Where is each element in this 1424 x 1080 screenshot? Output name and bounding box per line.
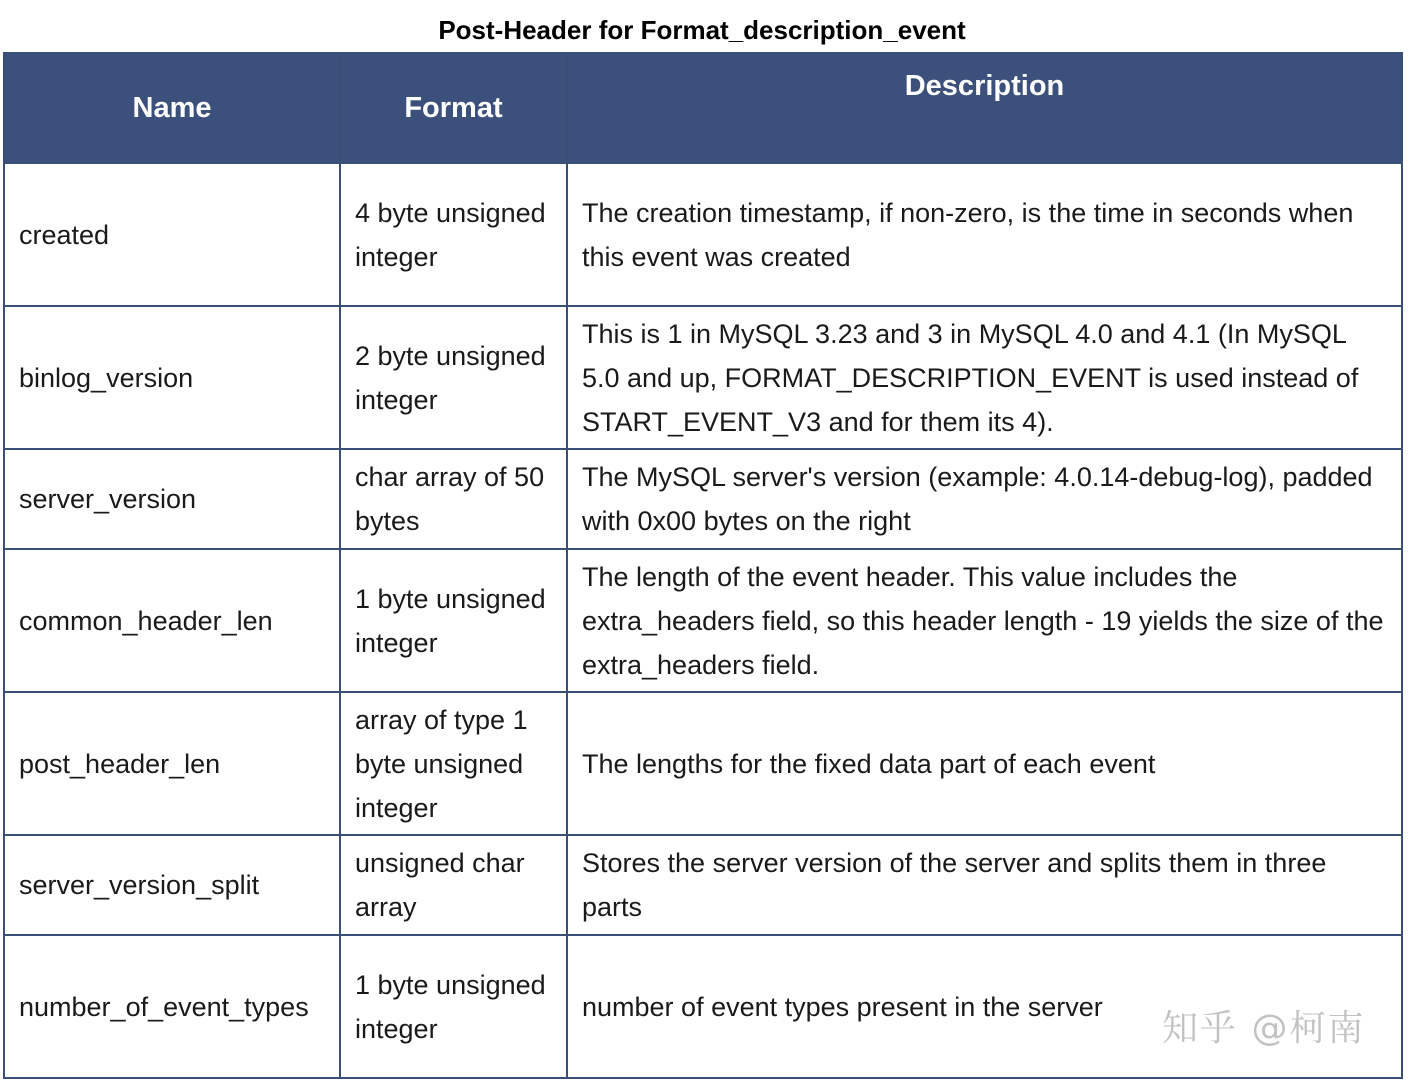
- table-row: [4, 449, 1402, 549]
- header-name: Name: [4, 53, 340, 163]
- cell-name: binlog_version: [4, 306, 340, 449]
- cell-name: server_version: [4, 449, 340, 549]
- table-row: [4, 692, 1402, 835]
- cell-name: number_of_event_types: [4, 935, 340, 1078]
- table-row: [4, 835, 1402, 935]
- cell-format: 1 byte unsigned integer: [340, 935, 567, 1078]
- header-format: Format: [340, 53, 567, 163]
- cell-format: char array of 50 bytes: [340, 449, 567, 549]
- cell-description: Stores the server version of the server and splits them in three parts: [567, 835, 1402, 935]
- table-row: [4, 306, 1402, 449]
- watermark: 知乎 @柯南: [1162, 1008, 1366, 1049]
- post-header-table: [3, 52, 1403, 1079]
- cell-format: 1 byte unsigned integer: [340, 549, 567, 692]
- cell-format: 4 byte unsigned integer: [340, 163, 567, 306]
- cell-description: The creation timestamp, if non-zero, is the time in seconds when this event was created: [567, 163, 1402, 306]
- cell-format: unsigned char array: [340, 835, 567, 935]
- cell-format: 2 byte unsigned integer: [340, 306, 567, 449]
- cell-description: The length of the event header. This value includes the extra_headers field, so this header length - 19 yields the size of the extra_headers field.: [567, 549, 1402, 692]
- cell-description: This is 1 in MySQL 3.23 and 3 in MySQL 4.0 and 4.1 (In MySQL 5.0 and up, FORMAT_DESCRIPTION_EVENT is used instead of START_EVENT_V3 and for them its 4).: [567, 306, 1402, 449]
- table-row: [4, 549, 1402, 692]
- cell-name: common_header_len: [4, 549, 340, 692]
- cell-description: The MySQL server's version (example: 4.0.14-debug-log), padded with 0x00 bytes on the right: [567, 449, 1402, 549]
- cell-format: array of type 1 byte unsigned integer: [340, 692, 567, 835]
- table-row: [4, 163, 1402, 306]
- cell-name: post_header_len: [4, 692, 340, 835]
- cell-name: server_version_split: [4, 835, 340, 935]
- cell-description: The lengths for the fixed data part of each event: [567, 692, 1402, 835]
- header-description: Description: [567, 53, 1402, 163]
- table-header-row: [4, 53, 1402, 163]
- cell-name: created: [4, 163, 340, 306]
- table-title: Post-Header for Format_description_event: [438, 15, 966, 45]
- cell-description: number of event types present in the server: [567, 935, 1402, 1078]
